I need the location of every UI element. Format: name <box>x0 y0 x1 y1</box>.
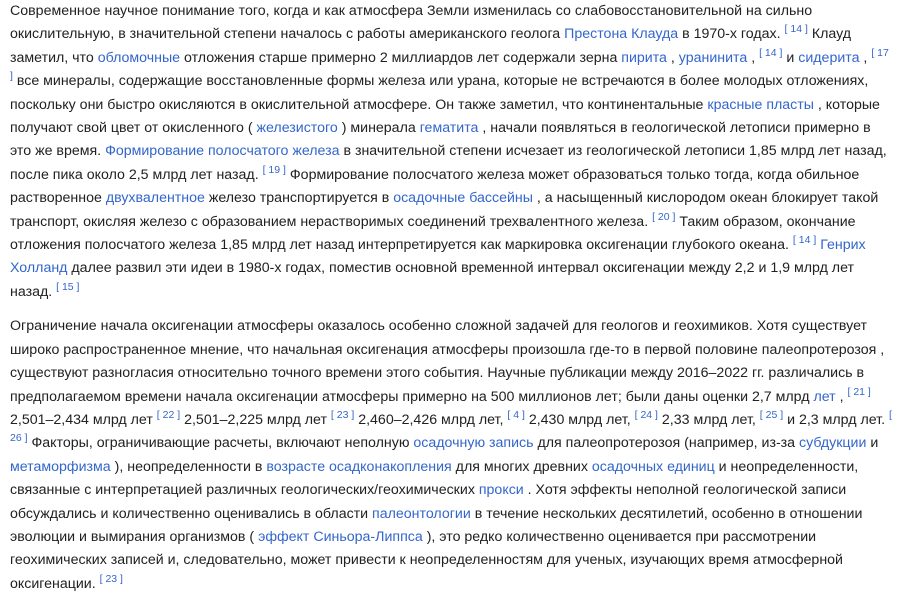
link-years[interactable]: лет <box>813 388 836 405</box>
paragraph-text: в значительной степени исчезает из геологической летописи 1,85 млрд лет назад, после пика около 2,5 млрд лет назад. <box>10 143 887 183</box>
link-detrital[interactable]: обломочные <box>97 49 181 66</box>
link-proxies[interactable]: прокси <box>478 482 524 499</box>
link-hematite[interactable]: гематита <box>419 120 479 137</box>
paragraph-text: , <box>666 49 679 66</box>
link-pyrite[interactable]: пирита <box>621 49 667 66</box>
paragraph-text: далее развил эти идеи в 1980-х годах, поместив основной временной интервал оксигенации между 2,2 и 1,9 млрд лет назад. <box>10 260 854 300</box>
paragraph-text: и <box>782 49 799 66</box>
link-ferrous[interactable]: двухвалентное <box>105 190 205 207</box>
citation-ref[interactable]: [ 21 ] <box>847 385 871 398</box>
link-red-beds[interactable]: красные пласты <box>707 96 814 113</box>
paragraph-text: 2,430 млрд лет, <box>524 411 635 428</box>
citation-ref[interactable]: [ 22 ] <box>156 409 181 422</box>
paragraph-text: 2,501–2,225 млрд лет <box>180 411 331 428</box>
citation-ref[interactable]: [ 23 ] <box>99 572 123 585</box>
link-sedimentary-record[interactable]: осадочную запись <box>413 435 534 452</box>
paragraph-text: ), это редко количественно оценивается при рассмотрении геохимических записей и, следовательно, может привести к неопределенностям для ученых, изучающих время атмосферной оксигенации. <box>10 528 843 592</box>
citation-ref[interactable]: [ 14 ] <box>759 47 783 60</box>
paragraph-text: 2,501–2,434 млрд лет <box>10 411 157 428</box>
citation-ref[interactable]: [ 23 ] <box>330 409 355 422</box>
paragraph-text: для многих древних <box>451 458 592 475</box>
paragraph-text: и неопределенности, связанные с интерпретацией различных геологических/геохимических <box>10 458 859 499</box>
link-signor-lipps-effect[interactable]: эффект Синьора-Липпса <box>258 528 423 545</box>
paragraph-text: , <box>835 388 848 405</box>
paragraph-text: Ограничение начала оксигенации атмосферы оказалось особенно сложной задачей для геологов и геохимиков. Хотя существует широко распространенное мнение, что начальная оксигенация атмосферы произошла где-то в первой половине палеопротерозоя , существуют разногласия относительно точного времени этого события. Научные публикации между 2016–2022 гг. различались в предполагаемом времени начала оксигенации атмосферы примерно на 500 миллионов лет; были даны оценки 2,7 млрд <box>10 318 885 405</box>
citation-ref[interactable]: [ 4 ] <box>507 409 525 422</box>
paragraph-oxygenation-timing <box>10 315 894 596</box>
paragraph-text: и <box>866 435 879 452</box>
paragraph-text: и 2,3 млрд лет. <box>783 411 889 428</box>
citation-ref[interactable]: [ 17 ] <box>10 47 889 83</box>
paragraph-text: 2,460–2,426 млрд лет, <box>354 411 508 428</box>
link-heinrich-holland[interactable]: Генрих Холланд <box>10 237 866 277</box>
paragraph-text: ), неопределенности в <box>110 458 267 475</box>
link-metamorphism[interactable]: метаморфизма <box>10 458 111 475</box>
link-ferric[interactable]: железистого <box>256 120 338 137</box>
citation-ref[interactable]: [ 20 ] <box>652 210 676 223</box>
paragraph-cloud-history <box>10 0 894 304</box>
link-depositional-age[interactable]: возрасте осадконакопления <box>266 458 452 475</box>
paragraph-text: Формирование полосчатого железа может образоваться только тогда, когда обильное растворенное <box>10 166 860 207</box>
paragraph-text: железо транспортируется в <box>204 190 394 207</box>
paragraph-text: , а насыщенный кислородом океан блокирует такой транспорт, окисляя железо с образованием нерастворимых соединений трехвалентного железа. <box>10 190 879 230</box>
paragraph-text: в 1970-х годах. <box>678 26 785 43</box>
citation-ref[interactable]: [ 14 ] <box>784 23 808 36</box>
citation-ref[interactable]: [ 14 ] <box>792 234 817 247</box>
link-paleontology[interactable]: палеонтологии <box>372 505 471 522</box>
paragraph-text: ) минерала <box>337 120 420 137</box>
paragraph-text: , <box>859 49 872 66</box>
paragraph-text: для палеопротерозоя (например, из-за <box>533 435 800 452</box>
paragraph-text: все минералы, содержащие восстановленные формы железа или урана, которые не встречаются в более молодых отложениях, поскольку они быстро окисляются в окислительной атмосфере. Он также заметил, что континентальные <box>10 73 869 113</box>
citation-ref[interactable]: [ 19 ] <box>262 164 286 177</box>
link-siderite[interactable]: сидерита <box>798 49 860 66</box>
link-subduction[interactable]: субдукции <box>799 435 867 452</box>
citation-ref[interactable]: [ 24 ] <box>634 409 658 422</box>
link-preston-cloud[interactable]: Престона Клауда <box>564 26 679 43</box>
paragraph-text: отложения старше примерно 2 миллиардов лет содержали зерна <box>180 49 622 66</box>
paragraph-text: Современное научное понимание того, когда и как атмосфера Земли изменилась со слабовосстановительной на сильно окислительную, в значительной степени началось с работы американского геолога <box>10 3 813 43</box>
paragraph-text: 2,33 млрд лет, <box>657 411 760 428</box>
link-sedimentary-basins[interactable]: осадочные бассейны <box>393 190 533 207</box>
citation-ref[interactable]: [ 25 ] <box>759 409 784 422</box>
link-sedimentary-units[interactable]: осадочных единиц <box>591 458 715 475</box>
paragraph-text: , <box>747 49 760 66</box>
link-uraninite[interactable]: уранинита <box>678 49 748 66</box>
paragraph-text: Таким образом, окончание отложения полосчатого железа 1,85 млрд лет назад интерпретируется как маркировка оксигенации глубокого океана. <box>10 213 856 254</box>
citation-ref[interactable]: [ 15 ] <box>56 281 80 294</box>
link-banded-iron-formation[interactable]: Формирование полосчатого железа <box>105 143 340 160</box>
paragraph-text: , начали появляться в геологической летописи примерно в это же время. <box>10 120 871 160</box>
paragraph-text: Клауд заметил, что <box>10 26 852 66</box>
citation-ref[interactable]: [ 26 ] <box>10 409 892 445</box>
paragraph-text: Факторы, ограничивающие расчеты, включают неполную <box>27 435 414 452</box>
paragraph-text: , которые получают свой цвет от окисленного ( <box>10 96 880 137</box>
paragraph-text: . Хотя эффекты неполной геологической записи обсуждались и количественно оценивались в области <box>10 482 847 522</box>
paragraph-text: в течение нескольких десятилетий, особенно в отношении эволюции и вымирания организмов ( <box>10 505 863 545</box>
